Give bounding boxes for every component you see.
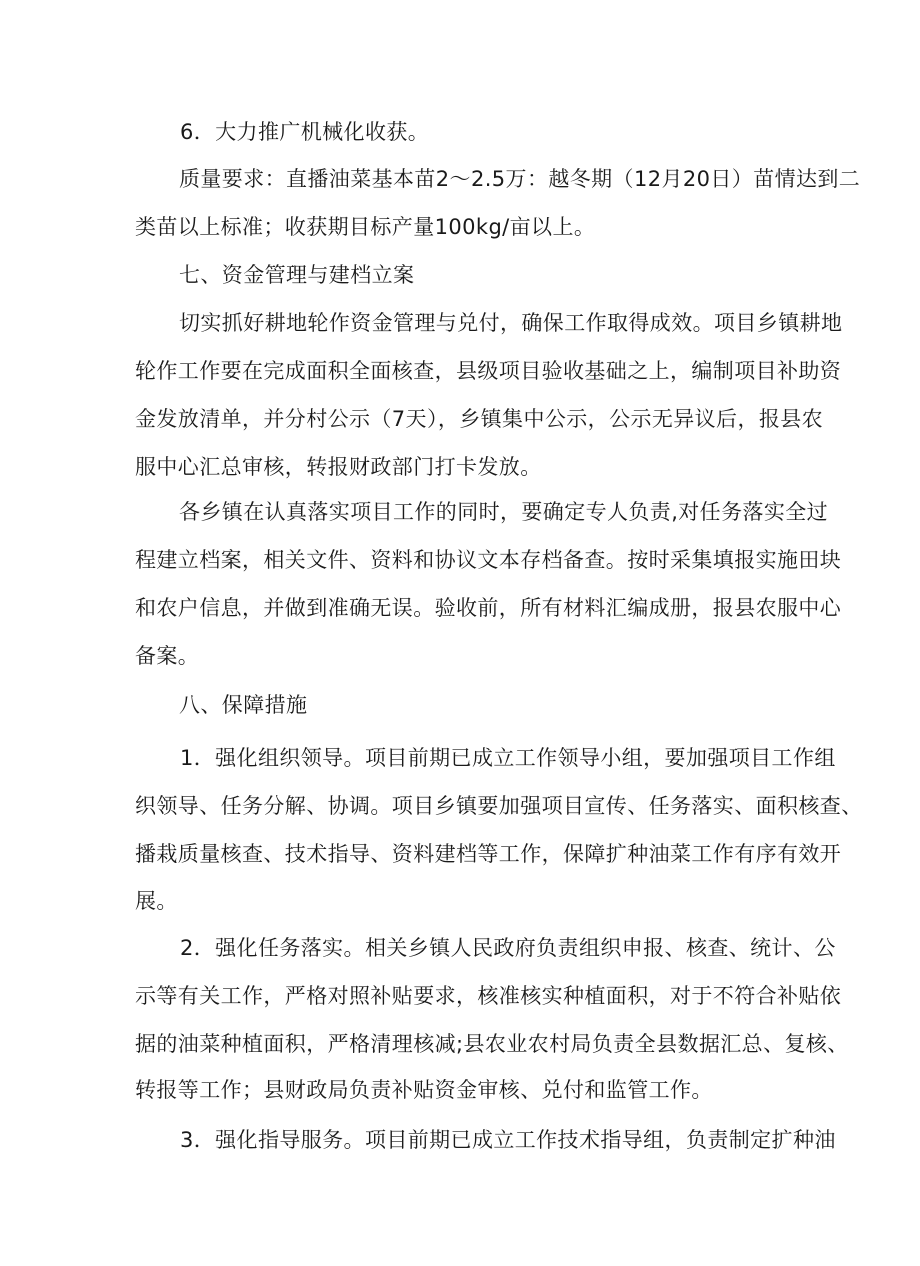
section-heading-safeguards: 八、保障措施 xyxy=(179,693,308,717)
section-heading-funds-archiving: 七、资金管理与建档立案 xyxy=(179,263,415,287)
safeguard-3-line-1: 3．强化指导服务。项目前期已成立工作技术指导组，负责制定扩种油 xyxy=(180,1128,836,1152)
list-item-mechanized-harvest: 6．大力推广机械化收获。 xyxy=(180,120,430,144)
safeguard-2-line-1: 2．强化任务落实。相关乡镇人民政府负责组织申报、核查、统计、公 xyxy=(180,936,836,960)
archive-paragraph-line-2: 程建立档案，相关文件、资料和协议文本存档备查。按时采集填报实施田块 xyxy=(135,548,842,572)
archive-paragraph-line-1: 各乡镇在认真落实项目工作的同时，要确定专人负责,对任务落实全过 xyxy=(179,500,829,524)
archive-paragraph-line-3: 和农户信息，并做到准确无误。验收前，所有材料汇编成册，报县农服中心 xyxy=(135,596,842,620)
funds-paragraph-line-2: 轮作工作要在完成面积全面核查，县级项目验收基础之上，编制项目补助资 xyxy=(135,359,842,383)
safeguard-1-line-4: 展。 xyxy=(135,889,178,913)
funds-paragraph-line-3: 金发放清单，并分村公示（7天），乡镇集中公示，公示无异议后，报县农 xyxy=(135,407,824,431)
funds-paragraph-line-1: 切实抓好耕地轮作资金管理与兑付，确保工作取得成效。项目乡镇耕地 xyxy=(179,311,843,335)
safeguard-1-line-1: 1．强化组织领导。项目前期已成立工作领导小组，要加强项目工作组 xyxy=(180,746,836,770)
safeguard-1-line-2: 织领导、任务分解、协调。项目乡镇要加强项目宣传、任务落实、面积核查、 xyxy=(135,794,863,818)
quality-requirement-line-2: 类苗以上标准；收获期目标产量100kg/亩以上。 xyxy=(135,215,596,239)
safeguard-2-line-3: 据的油菜种植面积，严格清理核减;县农业农村局负责全县数据汇总、复核、 xyxy=(135,1032,849,1056)
safeguard-2-line-4: 转报等工作；县财政局负责补贴资金审核、兑付和监管工作。 xyxy=(135,1078,713,1102)
archive-paragraph-line-4: 备案。 xyxy=(135,644,200,668)
quality-requirement-line-1: 质量要求：直播油菜基本苗2～2.5万：越冬期（12月20日）苗情达到二 xyxy=(179,167,861,191)
safeguard-2-line-2: 示等有关工作，严格对照补贴要求，核准核实种植面积，对于不符合补贴依 xyxy=(135,984,842,1008)
funds-paragraph-line-4: 服中心汇总审核，转报财政部门打卡发放。 xyxy=(135,455,542,479)
safeguard-1-line-3: 播栽质量核查、技术指导、资料建档等工作，保障扩种油菜工作有序有效开 xyxy=(135,842,842,866)
